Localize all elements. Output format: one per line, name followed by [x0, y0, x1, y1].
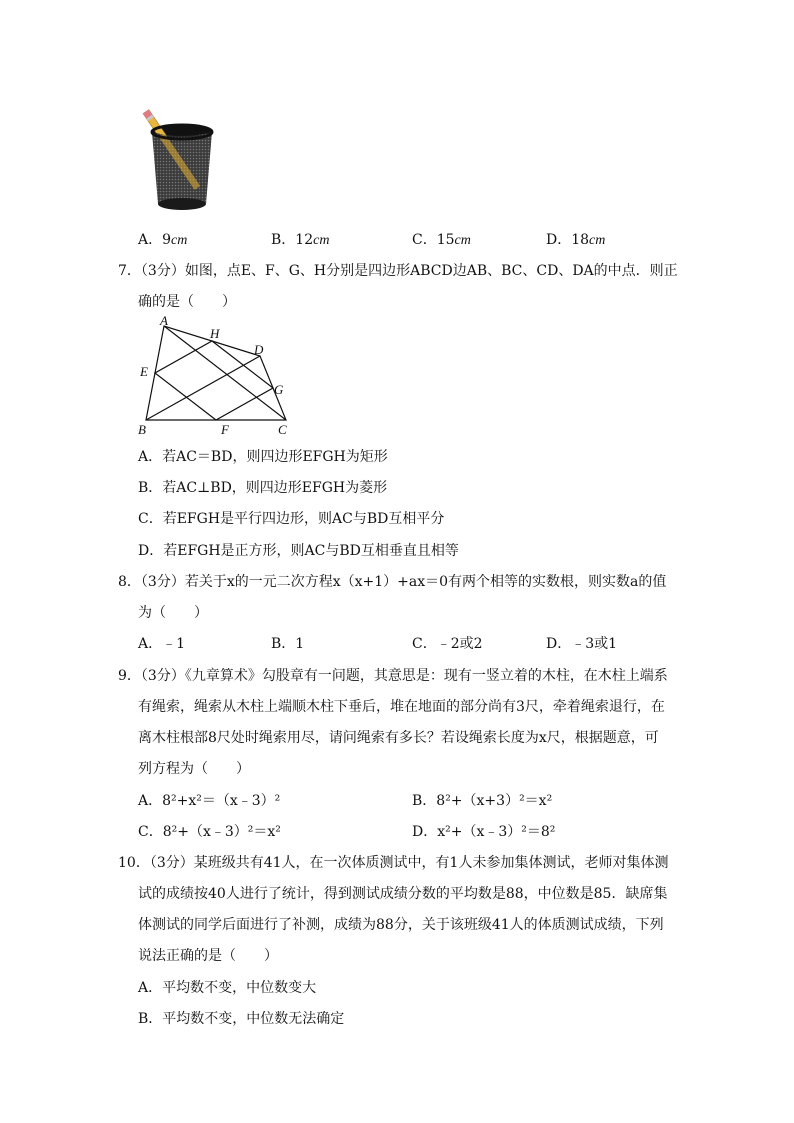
label-h: H — [210, 326, 220, 341]
q10-stem-line2: 试的成绩按40人进行了统计，得到测试成绩分数的平均数是88，中位数是85．缺席集 — [138, 886, 668, 902]
q7-quadrilateral-figure — [136, 316, 296, 438]
label-d: D — [254, 342, 264, 357]
q7-stem-line2: 确的是（ ） — [138, 294, 236, 310]
q6-option-d: D．18cm — [546, 232, 606, 248]
q9-stem-line1: 9．（3分）《九章算术》勾股章有一问题，其意思是：现有一竖立着的木柱，在木柱上端系 — [118, 668, 668, 684]
q9-option-c: C．8²+（x﹣3）²＝x² — [138, 824, 281, 840]
q8-option-c: C．﹣2或2 — [412, 636, 483, 652]
label-f: F — [221, 422, 229, 437]
q9-stem-line3: 离木柱根部8尺处时绳索用尽，请问绳索有多长？若设绳索长度为x尺，根据题意，可 — [138, 730, 659, 746]
q8-stem-line2: 为（ ） — [138, 605, 208, 621]
q6-option-b: B．12cm — [271, 232, 330, 248]
q10-option-a: A．平均数不变，中位数变大 — [138, 980, 317, 996]
q6-option-a: A．9cm — [138, 232, 188, 248]
q10-stem-line4: 说法正确的是（ ） — [138, 948, 278, 964]
q7-stem-line1: 7．（3分）如图，点E、F、G、H分别是四边形ABCD边AB、BC、CD、DA的中点．则正 — [118, 263, 678, 279]
q7-option-a: A．若AC＝BD，则四边形EFGH为矩形 — [138, 449, 388, 465]
label-c: C — [278, 422, 287, 437]
q8-stem-line1: 8．（3分）若关于x的一元二次方程x（x+1）+ax＝0有两个相等的实数根，则实数a的值 — [118, 574, 667, 590]
q10-option-b: B．平均数不变，中位数无法确定 — [138, 1011, 345, 1027]
q10-stem-line3: 体测试的同学后面进行了补测，成绩为88分，关于该班级41人的体质测试成绩，下列 — [138, 917, 664, 933]
q8-option-b: B．1 — [271, 636, 305, 652]
q7-option-c: C．若EFGH是平行四边形，则AC与BD互相平分 — [138, 511, 445, 527]
q9-option-d: D．x²+（x﹣3）²＝8² — [412, 824, 556, 840]
label-b: B — [138, 422, 146, 437]
q10-stem-line1: 10．（3分）某班级共有41人，在一次体质测试中，有1人未参加集体测试，老师对集体测 — [118, 855, 669, 871]
q8-option-a: A．﹣1 — [138, 636, 186, 652]
label-e: E — [140, 364, 148, 379]
q7-option-b: B．若AC⊥BD，则四边形EFGH为菱形 — [138, 480, 388, 496]
q8-option-d: D．﹣3或1 — [546, 636, 618, 652]
q9-stem-line4: 列方程为（ ） — [138, 761, 250, 777]
pencil-holder-image — [138, 100, 218, 216]
q9-option-b: B．8²+（x+3）²＝x² — [412, 793, 553, 809]
label-g: G — [274, 382, 284, 397]
q9-option-a: A．8²+x²＝（x﹣3）² — [138, 793, 281, 809]
q9-stem-line2: 有绳索，绳索从木柱上端顺木柱下垂后，堆在地面的部分尚有3尺，牵着绳索退行，在 — [138, 699, 665, 715]
label-a: A — [160, 316, 168, 328]
q6-option-c: C．15cm — [412, 232, 471, 248]
q7-option-d: D．若EFGH是正方形，则AC与BD互相垂直且相等 — [138, 543, 459, 559]
